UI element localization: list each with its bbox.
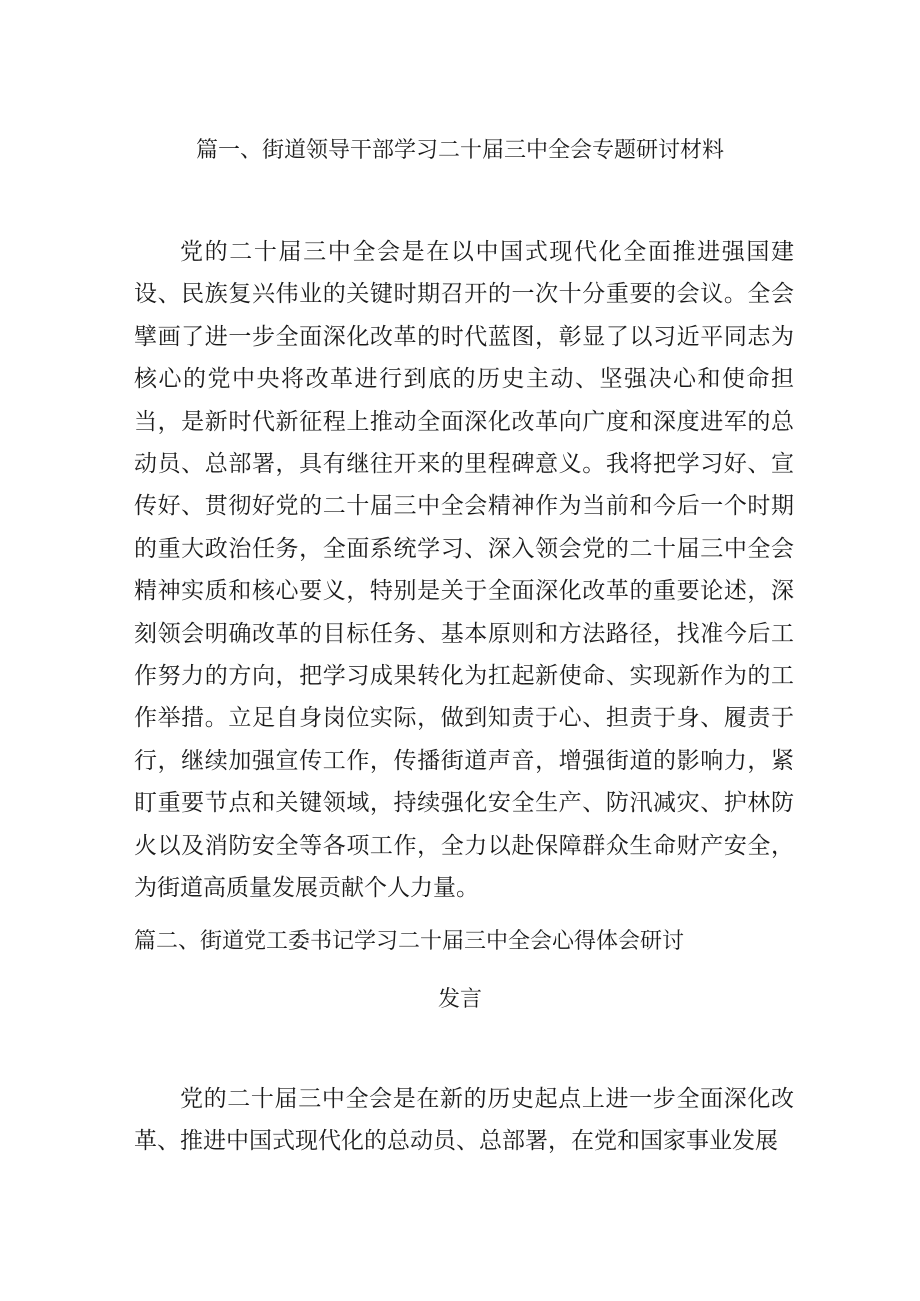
section-1-body: 党的二十届三中全会是在以中国式现代化全面推进强国建设、民族复兴伟业的关键时期召开的一次十分重要的会议。全会擘画了进一步全面深化改革的时代蓝图，彰显了以习近平同志为核心的党中央将改革进行到底的历史主动、坚强决心和使命担当，是新时代新征程上推动全面深化改革向广度和深度进军的总动员、总部署，具有继往开来的里程碑意义。我将把学习好、宣传好、贯彻好党的二十届三中全会精神作为当前和今后一个时期的重大政治任务，全面系统学习、深入领会党的二十届三中全会精神实质和核心要义，特别是关于全面深化改革的重要论述，深刻领会明确改革的目标任务、基本原则和方法路径，找准今后工作努力的方向，把学习成果转化为扛起新使命、实现新作为的工作举措。立足自身岗位实际，做到知责于心、担责于身、履责于行，继续加强宣传工作，传播街道声音，增强街道的影响力，紧盯重要节点和关键领域，持续强化安全生产、防汛减灾、护林防火以及消防安全等各项工作，全力以赴保障群众生命财产安全，为街道高质量发展贡献个人力量。 xyxy=(134,239,794,902)
section-2-title-line-1: 篇二、街道党工委书记学习二十届三中全会心得体会研讨 xyxy=(134,929,685,954)
section-1-title: 篇一、街道领导干部学习二十届三中全会专题研讨材料 xyxy=(195,138,724,163)
section-2-body: 党的二十届三中全会是在新的历史起点上进一步全面深化改革、推进中国式现代化的总动员、总部署，在党和国家事业发展 xyxy=(134,1086,794,1155)
section-2-title-line-2: 发言 xyxy=(437,987,482,1012)
